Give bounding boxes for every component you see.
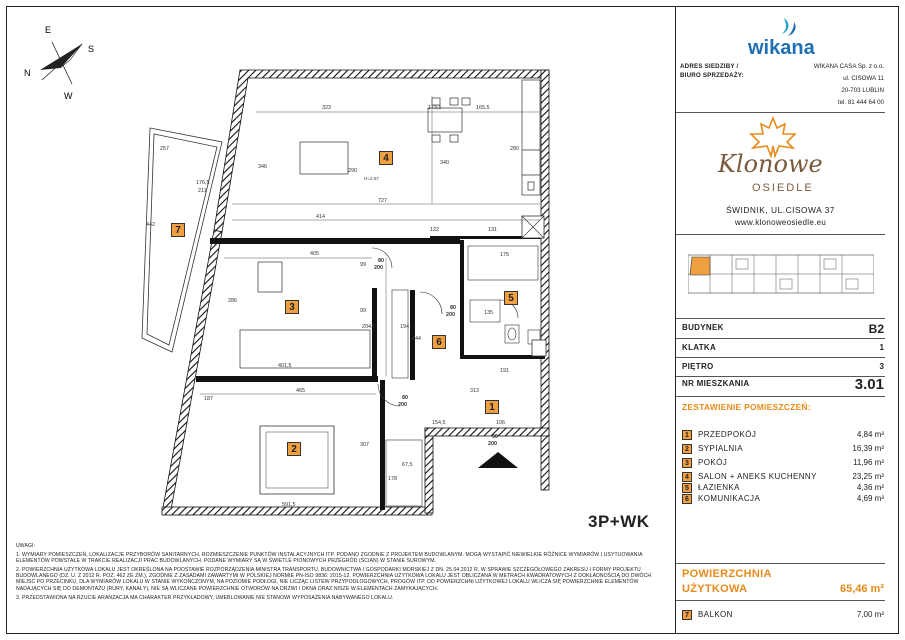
dim: 135 <box>484 310 493 316</box>
door-width: 90 <box>492 434 498 440</box>
office-phone: tel. 81 444 64 00 <box>837 99 884 106</box>
room-badge-1: 1 <box>485 400 499 414</box>
detail-row: NR MIESZKANIA 3.01 <box>682 376 884 393</box>
dim: 307 <box>360 442 369 448</box>
rooms-heading: ZESTAWIENIE POMIESZCZEŃ: <box>682 402 811 412</box>
wikana-logo <box>748 16 828 60</box>
dim: 175 <box>500 252 509 258</box>
dim: 257 <box>160 146 169 152</box>
dim: 99 <box>360 308 366 314</box>
door-swings <box>372 248 518 406</box>
dim: 191 <box>500 368 509 374</box>
door-height: 200 <box>446 312 455 318</box>
dim: 67,5 <box>402 462 413 468</box>
room-item: 1 PRZEDPOKÓJ 4,84 m² <box>682 430 884 442</box>
room-item: 2 SYPIALNIA 16,39 m² <box>682 444 884 456</box>
dim: 211 <box>198 188 207 194</box>
room-badge-3: 3 <box>285 300 299 314</box>
dim: 154,5 <box>432 420 446 426</box>
notes-block <box>16 543 668 604</box>
door-height: 200 <box>374 265 383 271</box>
dim: 99 <box>360 262 366 268</box>
dim: 187 <box>204 396 213 402</box>
note-3: 3. PRZEDSTAWIONA NA RZUCIE ARANŻACJA MA CHARAKTER PRZYKŁADOWY, UMEBLOWANIE NIE STANOWI WYPOSAŻENIA NABYWANEGO LOKALU. <box>16 594 394 601</box>
estate-address: ŚWIDNIK, UL.CISOWA 37 <box>726 205 835 215</box>
key-plan <box>688 245 874 305</box>
dim: 173,5 <box>428 105 442 111</box>
dim: 280 <box>510 146 519 152</box>
total-label-1: POWIERZCHNIA <box>682 568 772 580</box>
detail-row: BUDYNEK B2 <box>682 322 884 336</box>
wikana-wordmark: wikana <box>748 37 815 59</box>
detail-row: KLATKA 1 <box>682 343 884 352</box>
note-1: 1. WYMIARY POMIESZCZEŃ, LOKALIZACJE PRZYBORÓW SANITARNYCH, ROZMIESZCZENIE PUNKTÓW INSTALACYJNYCH ITP. PODANO ZGODNIE Z PROJEKTEM BUDOWLANYM. MOGĄ WYSTĄPIĆ NIEWIELKIE RÓŻNICE WYMIARÓW I USYTUOWANIA ELEMENTÓW POWSTAŁE W TRAKCIE REALIZACJI PRAC BUDOWLANYCH. PODANE WYMIARY SĄ W ŚWIETLE PIONOWYCH PRZEGRÓD (ŚCIAN) W STANIE SUROWYM. <box>16 552 643 565</box>
dim: 131 <box>488 227 497 233</box>
dim: 290 <box>348 168 357 174</box>
detail-row: PIĘTRO 3 <box>682 362 884 371</box>
estate-logo-sub: OSIEDLE <box>752 182 814 194</box>
office-label-2: BIURO SPRZEDAŻY: <box>680 72 744 79</box>
door-width: 80 <box>378 258 384 264</box>
room-badge-5: 5 <box>504 291 518 305</box>
dim: 178 <box>388 476 397 482</box>
office-company: WIKANA CASA Sp. z o.o. <box>813 63 884 70</box>
dim: 401,5 <box>278 363 292 369</box>
total-label-2: UŻYTKOWA <box>682 583 748 595</box>
dim: 444 <box>412 336 421 342</box>
door-width: 80 <box>402 395 408 401</box>
dim: 465 <box>296 388 305 394</box>
notes-heading: UWAGI: <box>16 543 36 549</box>
room-item: 5 ŁAZIENKA 4,36 m² <box>682 483 884 495</box>
dim: 106 <box>496 420 505 426</box>
dim: 346 <box>258 164 267 170</box>
ceiling-height: H=2,57 <box>364 176 379 181</box>
office-city: 20-703 LUBLIN <box>841 87 884 94</box>
room3-desk <box>258 262 282 292</box>
compass-e: E <box>45 25 52 35</box>
dim: 405 <box>310 251 319 257</box>
walls <box>162 70 549 515</box>
dim: 323 <box>322 105 331 111</box>
door-width: 80 <box>450 305 456 311</box>
entrance-arrow <box>478 452 518 468</box>
compass <box>24 25 94 101</box>
kitchen-counter <box>522 80 540 195</box>
door-height: 200 <box>488 441 497 447</box>
dim: 727 <box>378 198 387 204</box>
dim: 313 <box>470 388 479 394</box>
room-item: 3 POKÓJ 11,96 m² <box>682 458 884 470</box>
room-badge-4: 4 <box>379 151 393 165</box>
office-label-1: ADRES SIEDZIBY / <box>680 63 739 70</box>
bedroom-bed <box>260 426 334 494</box>
room3-bed <box>240 330 370 368</box>
room-badge-7: 7 <box>171 223 185 237</box>
estate-logo-script: Klonowe <box>718 150 823 178</box>
estate-website: www.klonoweosiedle.eu <box>734 218 827 227</box>
balcony-item: 7 BALKON 7,00 m² <box>682 610 884 622</box>
dim: 165,5 <box>476 105 490 111</box>
total-area: 65,46 m² <box>839 583 884 595</box>
key-plan-highlight <box>690 257 710 275</box>
dim: 176,5 <box>196 180 210 186</box>
dim: 414 <box>316 214 325 220</box>
door-height: 200 <box>398 402 407 408</box>
flat-type-label: 3P+WK <box>588 512 650 531</box>
bedroom-wardrobe <box>386 440 422 506</box>
room-badge-6: 6 <box>432 335 446 349</box>
dim: 442 <box>146 222 155 228</box>
office-street: ul. CISOWA 11 <box>843 75 884 82</box>
note-2: 2. POWIERZCHNIA UŻYTKOWA LOKALU JEST OKREŚLONA NA PODSTAWIE ROZPORZĄDZENIA MINISTRA TRANSPORTU, BUDOWNICTWA I GOSPODARKI MORSKIEJ Z DN. 25.04.2012 R. W SPRAWIE SZCZEGÓŁOWEGO ZAKRESU I FORMY PROJEKTU BUDOWLANEGO (DZ. U. Z 2012 R. POZ. 462 ZE ZM.), ZGODNIE Z ZASADAMI ZAWARTYMI W POLSKIEJ NORMIE PN-ISO 9836: 2015-12. POWIERZCHNIA UŻYTKOWA LOKALU JEST OBLICZANA W METRACH KWADRATOWYCH Z DOKŁADNOŚCIĄ DO DWÓCH MIEJSC PO PRZECINKU, DLA WYMIARÓW LOKALU W STANIE WYKOŃCZONYM, NA POZIOMIE PODŁOGI, NIE LICZĄC LISTEW PRZYPODŁOGOWYCH, PROGÓW ITP. DO POWIERZCHNI UŻYTKOWEJ LOKALU WLICZA SIĘ POWIERZCHNIE ELEMENTÓW NADAJĄCYCH SIĘ DO DEMONTAŻU (RURY, KANAŁY), NIE SĄ WLICZANE POWIERZCHNIE OTWORÓW NA DRZWI I OKNA ORAZ NISZE W ELEMENTACH ZAMYKAJĄCYCH. <box>16 567 652 592</box>
compass-n: N <box>24 68 31 78</box>
room-badge-2: 2 <box>287 442 301 456</box>
dim: 591,5 <box>282 502 296 508</box>
compass-w: W <box>64 91 73 101</box>
compass-s: S <box>88 44 95 54</box>
dim: 122 <box>430 227 439 233</box>
dim: 286 <box>228 298 237 304</box>
room-item: 6 KOMUNIKACJA 4,69 m² <box>682 494 884 506</box>
wardrobe <box>392 290 408 378</box>
living-rug <box>300 142 348 174</box>
dim: 204,5 <box>362 324 376 330</box>
dim: 194 <box>400 324 409 330</box>
dim: 340 <box>440 160 449 166</box>
room-item: 4 SALON + ANEKS KUCHENNY 23,25 m² <box>682 472 884 484</box>
